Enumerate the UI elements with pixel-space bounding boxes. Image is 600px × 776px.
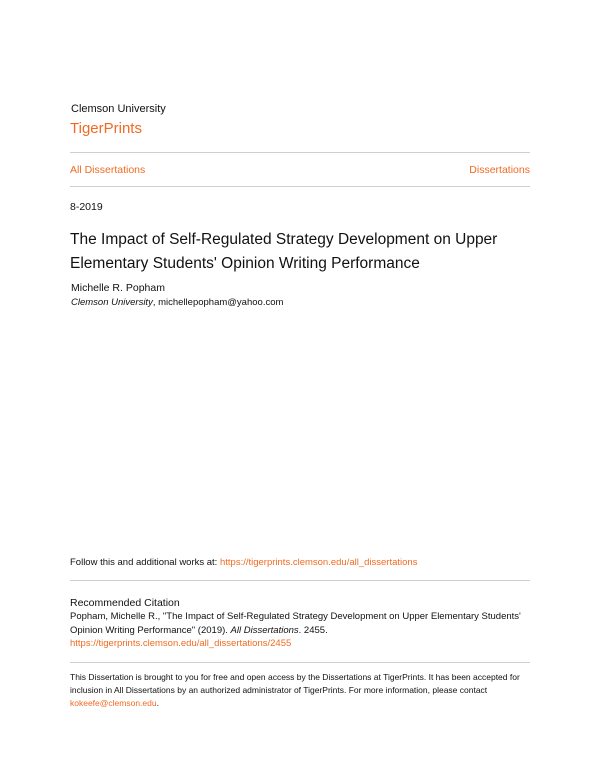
affiliation-institution: Clemson University xyxy=(71,297,153,308)
nav-divider xyxy=(70,186,530,187)
notice-end: . xyxy=(156,698,159,708)
access-notice xyxy=(70,671,540,710)
follow-text: Follow this and additional works at: xyxy=(70,557,220,568)
author-affiliation xyxy=(71,297,283,308)
dissertations-link[interactable]: Dissertations xyxy=(469,164,530,176)
affiliation-separator: , xyxy=(152,297,159,308)
repository-name[interactable]: TigerPrints xyxy=(70,120,142,137)
citation-text: Popham, Michelle R., "The Impact of Self-Regulated Strategy Development on Upper Elementary Students' Opinion Writing Performance" (2019). xyxy=(70,611,521,636)
author-email: michellepopham@yahoo.com xyxy=(158,297,284,308)
institution-name: Clemson University xyxy=(71,103,166,115)
all-dissertations-link[interactable]: All Dissertations xyxy=(70,164,146,176)
publication-date: 8-2019 xyxy=(70,201,103,213)
citation-divider xyxy=(70,580,530,581)
citation-series: All Dissertations xyxy=(230,624,299,636)
follow-line xyxy=(70,557,417,568)
author-name: Michelle R. Popham xyxy=(71,282,165,294)
follow-url-link[interactable]: https://tigerprints.clemson.edu/all_dissertations xyxy=(219,557,418,568)
notice-text: This Dissertation is brought to you for free and open access by the Dissertations at TigerPrints. It has been accepted for inclusion in All Dissertations by an authorized administrator of TigerPrints. For more information, please contact xyxy=(70,672,520,695)
notice-divider xyxy=(70,662,530,663)
citation-url-link[interactable]: https://tigerprints.clemson.edu/all_dissertations/2455 xyxy=(70,638,292,649)
citation-number: . 2455. xyxy=(298,624,328,636)
recommended-citation-heading: Recommended Citation xyxy=(70,597,180,609)
recommended-citation-body xyxy=(70,610,540,651)
contact-email-link[interactable]: kokeefe@clemson.edu xyxy=(70,698,157,708)
paper-title: The Impact of Self-Regulated Strategy Development on Upper Elementary Students' Opinion Writing Performance xyxy=(70,231,498,272)
top-divider xyxy=(70,152,530,153)
